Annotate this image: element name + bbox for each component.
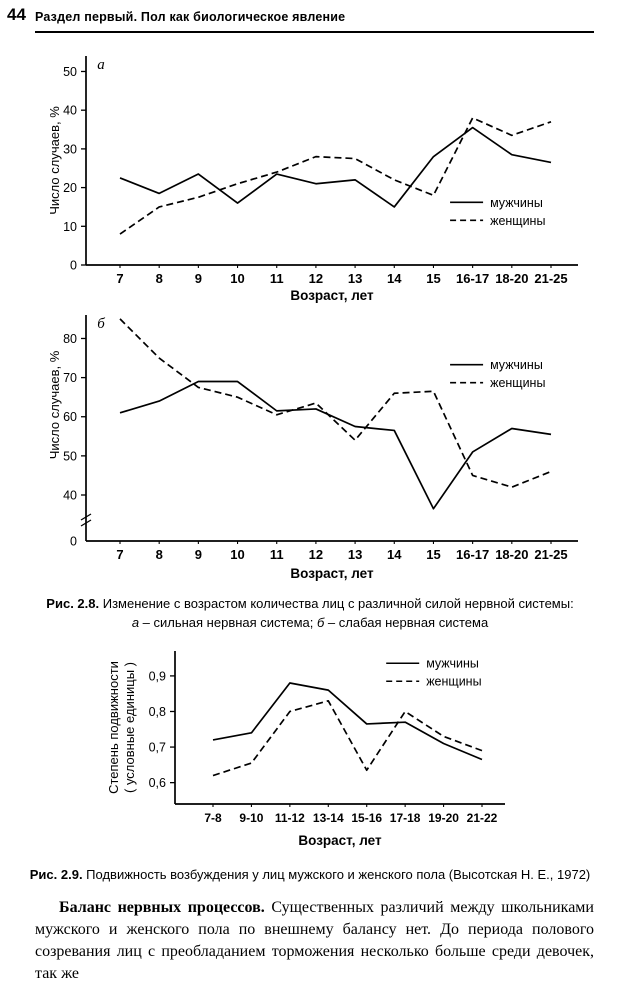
svg-text:21-22: 21-22 (466, 810, 498, 825)
fig-2-8-sub-a-text: – сильная нервная система; (139, 614, 317, 630)
svg-text:женщины: женщины (426, 674, 482, 689)
fig-2-8-sub-b-text: – слабая нервная система (324, 614, 489, 630)
svg-text:16-17: 16-17 (456, 271, 490, 286)
svg-text:а: а (97, 57, 105, 73)
svg-text:б: б (97, 316, 105, 332)
svg-text:10: 10 (230, 547, 245, 562)
svg-text:9: 9 (194, 547, 202, 562)
svg-text:15: 15 (426, 547, 441, 562)
running-head: Раздел первый. Пол как биологическое явление (35, 10, 346, 24)
svg-text:Возраст, лет: Возраст, лет (298, 832, 382, 848)
fig-2-8-caption (28, 595, 592, 633)
svg-text:Степень подвижности: Степень подвижности (106, 660, 121, 794)
body-paragraph (35, 897, 594, 985)
figure-2-8b (0, 305, 620, 583)
svg-text:9: 9 (194, 271, 202, 286)
svg-text:мужчины: мужчины (490, 358, 543, 373)
svg-text:8: 8 (155, 547, 163, 562)
page-number: 44 (7, 5, 26, 24)
svg-text:0,6: 0,6 (148, 775, 166, 790)
svg-text:мужчины: мужчины (426, 656, 479, 671)
svg-text:11: 11 (269, 547, 284, 562)
svg-text:Возраст, лет: Возраст, лет (290, 566, 374, 581)
svg-text:70: 70 (63, 371, 77, 386)
figure-2-8a (0, 43, 620, 305)
svg-text:80: 80 (63, 331, 77, 346)
svg-text:19-20: 19-20 (428, 810, 459, 825)
svg-text:7: 7 (116, 271, 124, 286)
svg-text:13: 13 (347, 547, 363, 562)
paragraph-text: Существенных различий между школьниками мужского и женского пола по внешнему балансу нет. До периода полового созревания лиц с преобладанием торможения несколько больше среди девочек, так же (35, 898, 594, 982)
fig-2-8-sub-b: б (316, 614, 325, 630)
svg-text:15: 15 (426, 271, 441, 286)
svg-text:8: 8 (155, 271, 163, 286)
svg-text:7: 7 (116, 547, 124, 562)
svg-text:9-10: 9-10 (239, 810, 264, 825)
page-header (7, 5, 594, 33)
svg-text:15-16: 15-16 (351, 810, 383, 825)
svg-text:женщины: женщины (490, 213, 546, 228)
chart-weak-nervous-system (26, 305, 596, 583)
svg-text:10: 10 (230, 271, 245, 286)
fig-2-9-caption-label: Рис. 2.9. (29, 866, 83, 882)
svg-text:женщины: женщины (490, 376, 546, 391)
figure-2-9 (0, 645, 620, 850)
fig-2-8-caption-label: Рис. 2.8. (46, 596, 100, 611)
fig-2-9-caption (28, 866, 592, 885)
svg-text:50: 50 (63, 449, 77, 464)
svg-text:60: 60 (63, 410, 77, 425)
chart-mobility-excitation (70, 645, 540, 850)
svg-text:0: 0 (70, 258, 77, 273)
svg-text:40: 40 (63, 488, 77, 503)
svg-text:11-12: 11-12 (274, 810, 305, 825)
svg-text:0,7: 0,7 (148, 740, 166, 755)
paragraph-lead: Баланс нервных процессов. (59, 898, 265, 916)
svg-text:Число случаев, %: Число случаев, % (47, 106, 62, 215)
svg-text:0,9: 0,9 (148, 669, 166, 684)
svg-text:50: 50 (63, 64, 77, 79)
svg-text:14: 14 (387, 547, 402, 562)
svg-text:( условные единицы ): ( условные единицы ) (122, 661, 137, 793)
chart-strong-nervous-system (26, 43, 596, 305)
svg-text:13-14: 13-14 (312, 810, 344, 825)
fig-2-8-sub-a: а (131, 614, 140, 630)
svg-text:21-25: 21-25 (534, 547, 568, 562)
svg-text:21-25: 21-25 (534, 271, 568, 286)
svg-text:14: 14 (387, 271, 402, 286)
svg-text:мужчины: мужчины (490, 195, 543, 210)
svg-text:12: 12 (308, 547, 324, 562)
svg-text:18-20: 18-20 (495, 271, 529, 286)
svg-text:18-20: 18-20 (495, 547, 529, 562)
svg-text:40: 40 (63, 103, 77, 118)
svg-text:10: 10 (63, 219, 77, 234)
svg-text:11: 11 (269, 271, 284, 286)
fig-2-8-caption-text: Изменение с возрастом количества лиц с различной силой нервной системы: (99, 596, 574, 611)
svg-text:0,8: 0,8 (148, 704, 166, 719)
svg-text:16-17: 16-17 (456, 547, 490, 562)
svg-text:0: 0 (70, 534, 77, 549)
svg-text:Возраст, лет: Возраст, лет (290, 288, 374, 303)
svg-text:17-18: 17-18 (389, 810, 421, 825)
svg-text:13: 13 (347, 271, 363, 286)
svg-text:Число случаев, %: Число случаев, % (47, 350, 62, 460)
fig-2-9-caption-text: Подвижность возбуждения у лиц мужского и женского пола (Высотская Н. Е., 1972) (82, 866, 591, 882)
svg-text:20: 20 (63, 181, 77, 196)
svg-text:30: 30 (63, 142, 77, 157)
svg-text:12: 12 (308, 271, 324, 286)
svg-text:7-8: 7-8 (204, 810, 222, 825)
